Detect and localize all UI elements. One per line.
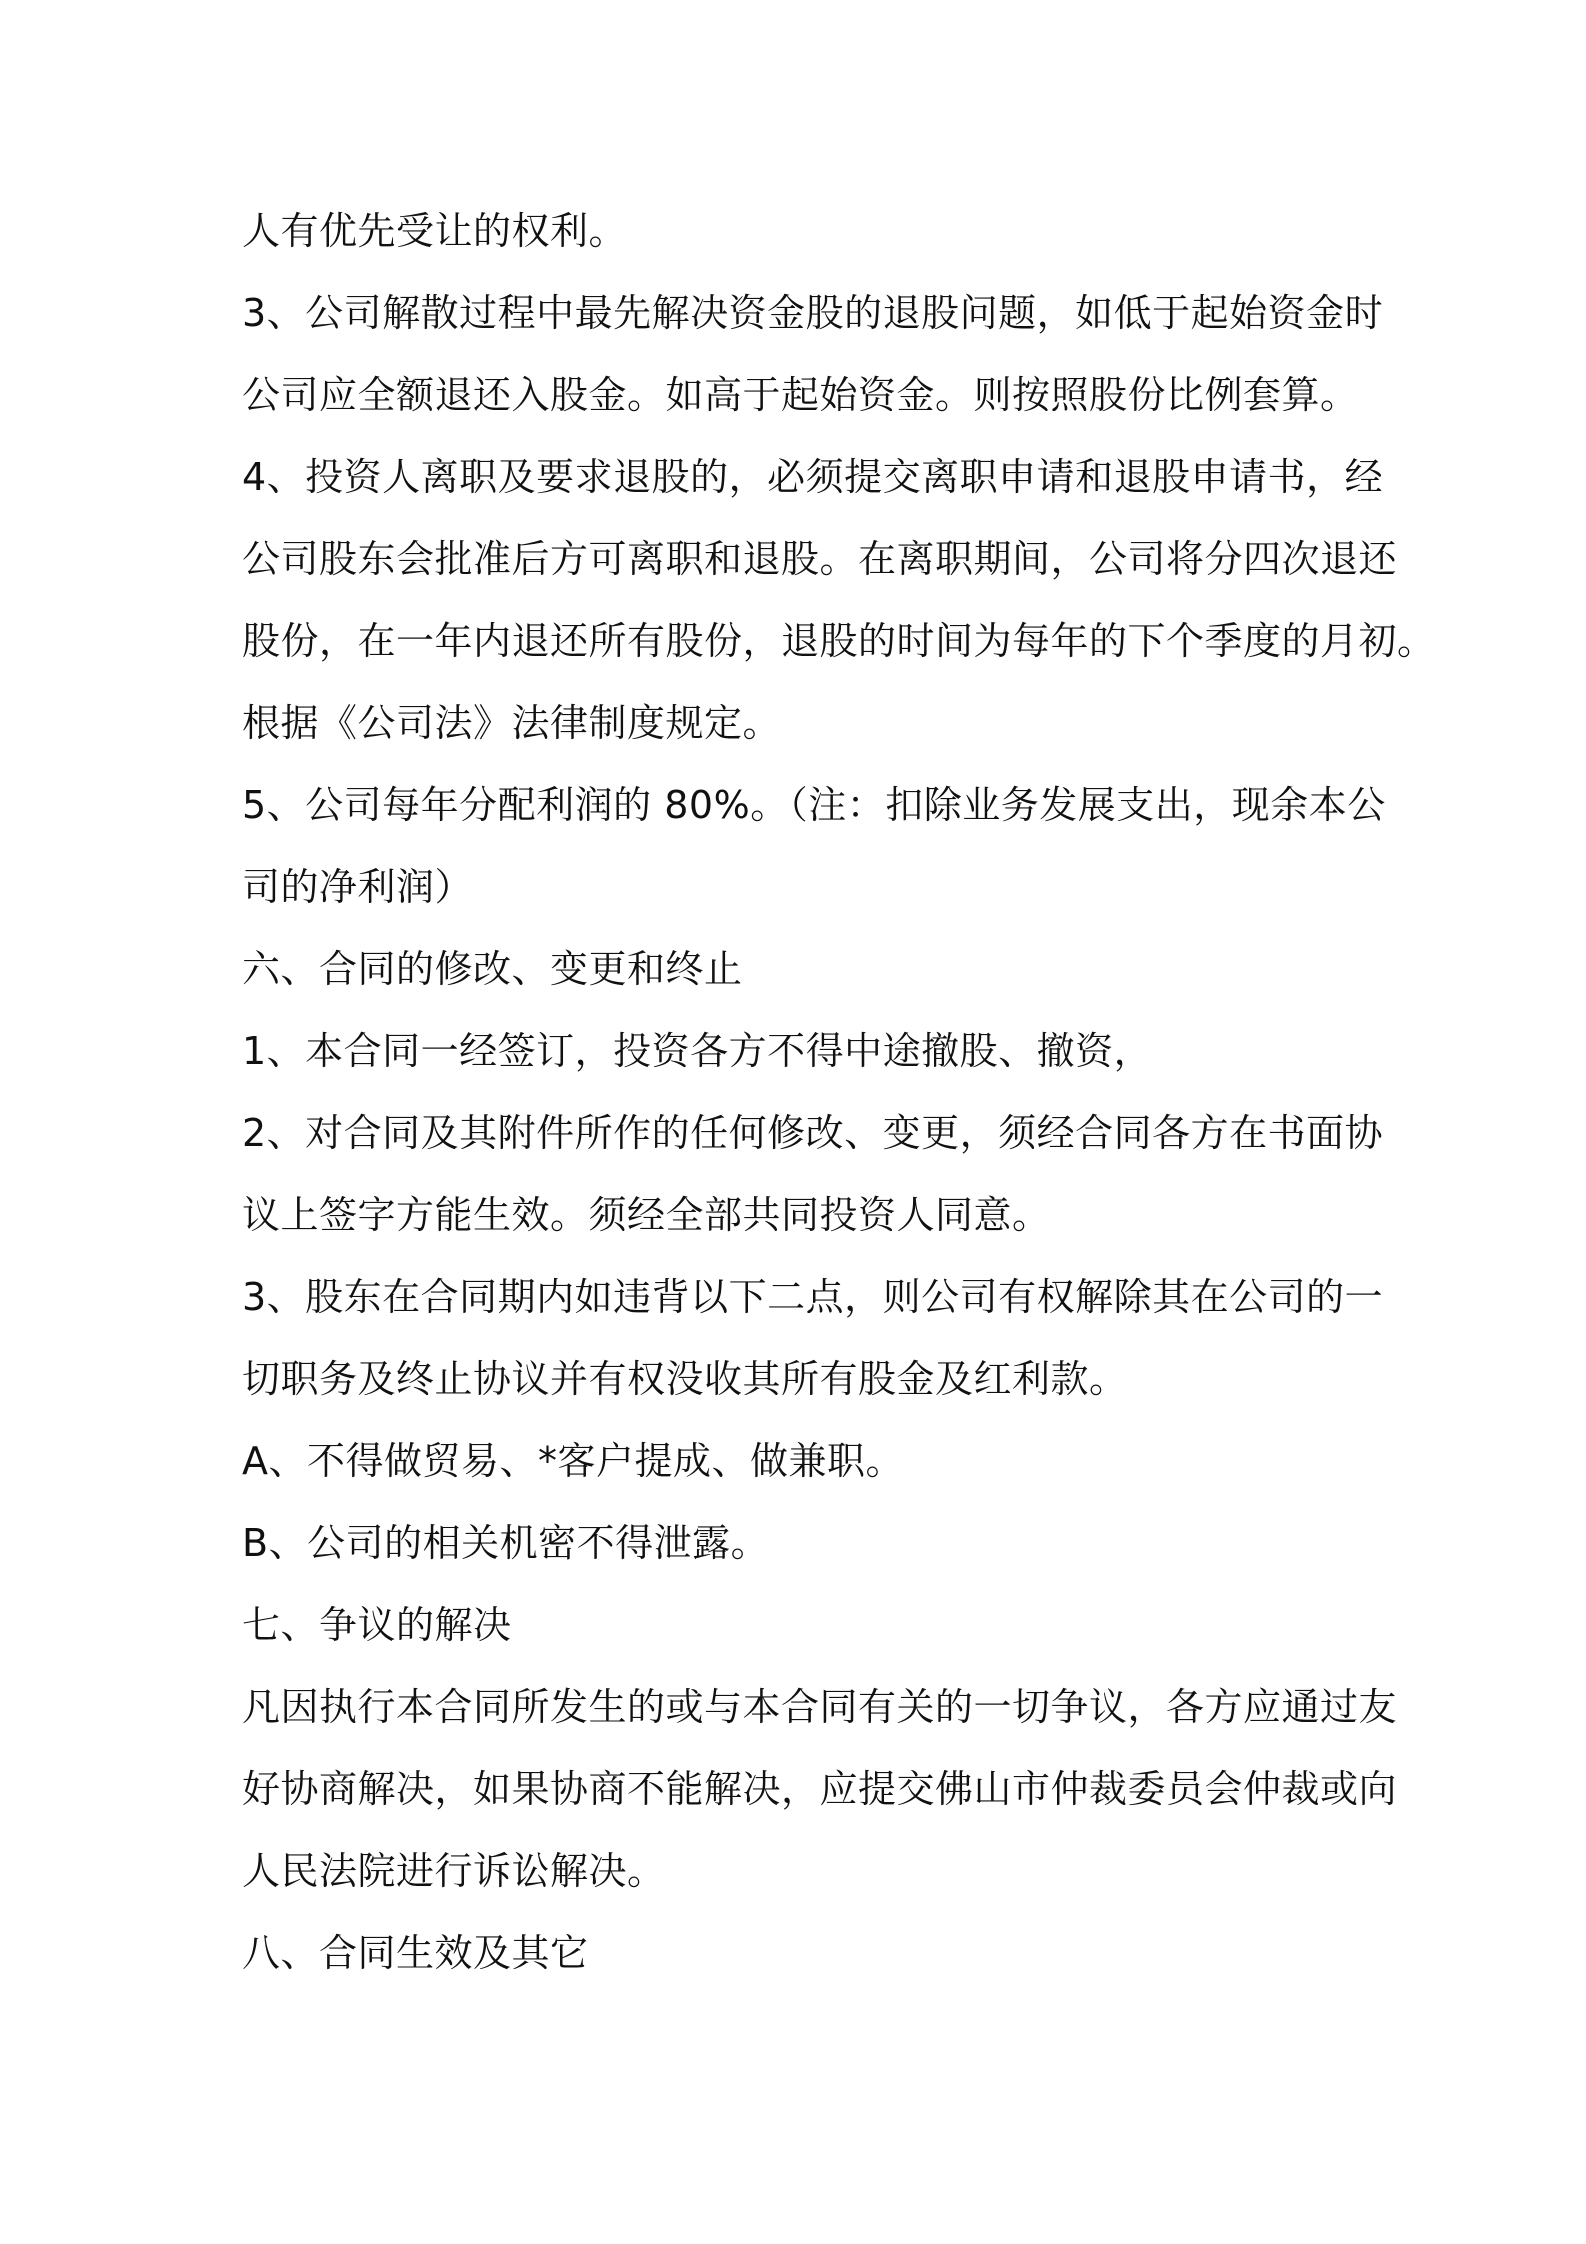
text-line: 2、对合同及其附件所作的任何修改、变更，须经合同各方在书面协 [242, 1111, 1384, 1155]
text-line: 人民法院进行诉讼解决。 [242, 1849, 666, 1893]
text-line: 根据《公司法》法律制度规定。 [242, 701, 782, 745]
text-line: 5、公司每年分配利润的 80%。（注：扣除业务发展支出，现余本公 [242, 783, 1386, 827]
text-line: 公司股东会批准后方可离职和退股。在离职期间，公司将分四次退还 [242, 537, 1398, 581]
text-line: 股份，在一年内退还所有股份，退股的时间为每年的下个季度的月初。 [242, 619, 1436, 663]
section-heading: 八、合同生效及其它 [242, 1931, 589, 1975]
section-heading: 六、合同的修改、变更和终止 [242, 947, 743, 991]
text-line: 人有优先受让的权利。 [242, 209, 628, 253]
document-body [242, 190, 1436, 1994]
text-line: 司的净利润） [242, 865, 474, 909]
text-line: 凡因执行本合同所发生的或与本合同有关的一切争议，各方应通过友 [242, 1685, 1398, 1729]
text-line: B、公司的相关机密不得泄露。 [242, 1521, 770, 1565]
text-line: 3、股东在合同期内如违背以下二点，则公司有权解除其在公司的一 [242, 1275, 1384, 1319]
text-line: 切职务及终止协议并有权没收其所有股金及红利款。 [242, 1357, 1128, 1401]
text-line: A、不得做贸易、*客户提成、做兼职。 [242, 1439, 904, 1483]
text-line: 3、公司解散过程中最先解决资金股的退股问题，如低于起始资金时 [242, 291, 1384, 335]
section-heading: 七、争议的解决 [242, 1603, 512, 1647]
text-line: 好协商解决，如果协商不能解决，应提交佛山市仲裁委员会仲裁或向 [242, 1767, 1398, 1811]
text-line: 议上签字方能生效。须经全部共同投资人同意。 [242, 1193, 1051, 1237]
text-line: 4、投资人离职及要求退股的，必须提交离职申请和退股申请书，经 [242, 455, 1384, 499]
text-line: 公司应全额退还入股金。如高于起始资金。则按照股份比例套算。 [242, 373, 1359, 417]
text-line: 1、本合同一经签订，投资各方不得中途撤股、撤资， [242, 1029, 1153, 1073]
